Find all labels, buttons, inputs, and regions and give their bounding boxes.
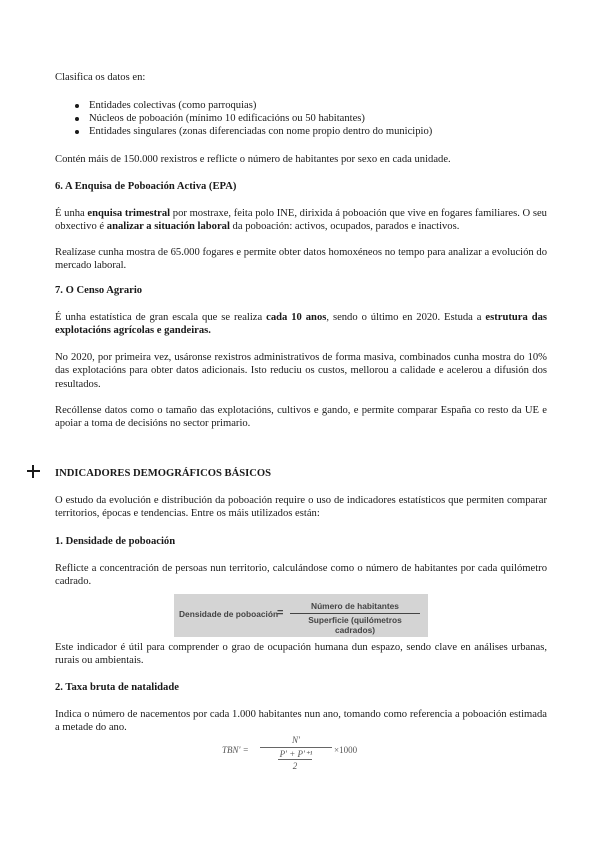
epa-paragraph-2: Realízase cunha mostra de 65.000 fogares e permite obter datos homoxéneos no tempo para analizar a evolución do mercado laboral. xyxy=(55,247,547,272)
fraction-bar xyxy=(278,759,312,760)
natalidade-paragraph-1: Indica o número de nacementos por cada 1.000 habitantes nun ano, tomando como referencia a poboación estimada a metade do ano. xyxy=(55,709,547,734)
list-item: Entidades colectivas (como parroquias) xyxy=(55,99,432,112)
classify-text: Clasifica os datos en: xyxy=(55,72,146,83)
tbn-population-sum: P' + P'⁺¹ xyxy=(279,749,313,759)
densidade-paragraph-2: Este indicador é útil para comprender o grao de ocupación humana dun espazo, sendo clave en análises urbanas, rurais ou ambientais. xyxy=(55,642,547,667)
tbn-numerator: N' xyxy=(292,735,300,745)
list-item: Núcleos de poboación (mínimo 10 edificacións ou 50 habitantes) xyxy=(55,112,432,125)
densidade-paragraph-1: Reflicte a concentración de persoas nun territorio, calculándose como o número de habitantes por cada quilómetro cadrado. xyxy=(55,563,547,588)
tbn-formula xyxy=(222,735,372,775)
natalidade-heading: 2. Taxa bruta de natalidade xyxy=(55,682,179,693)
tbn-multiplier: ×1000 xyxy=(334,745,358,755)
censo-paragraph-1: É unha estatística de gran escala que se realiza cada 10 anos, sendo o último en 2020. Estuda a estrutura das explotacións agrícolas e gandeiras. xyxy=(55,312,548,337)
formula-label: Densidade de poboación xyxy=(179,609,279,619)
fraction-bar xyxy=(290,613,420,614)
formula-numerator: Número de habitantes xyxy=(311,601,399,611)
records-text: Contén máis de 150.000 rexistros e reflicte o número de habitantes por sexo en cada unidade. xyxy=(55,154,451,165)
epa-heading: 6. A Enquisa de Poboación Activa (EPA) xyxy=(55,181,237,192)
densidade-heading: 1. Densidade de poboación xyxy=(55,536,176,547)
censo-heading: 7. O Censo Agrario xyxy=(55,285,143,296)
density-formula xyxy=(174,594,428,637)
censo-paragraph-3: Recóllense datos como o tamaño das explotacións, cultivos e gando, e permite comparar España co resto da UE e apoiar a toma de decisións no sector primario. xyxy=(55,405,547,430)
formula-denominator: Superficie (quilómetros cadrados) xyxy=(308,615,402,635)
tbn-lhs: TBN' = xyxy=(222,745,249,755)
tbn-denominator: 2 xyxy=(292,761,298,771)
epa-paragraph-1: É unha enquisa trimestral por mostraxe, feita polo INE, dirixida á poboación que vive en fogares familiares. O seu obxectivo é analizar a situación laboral da poboación: activos, ocupados, parados e inactivos. xyxy=(55,208,547,233)
bullet-list xyxy=(55,99,432,138)
formula-equals: = xyxy=(277,607,284,619)
indicadores-intro: O estudo da evolución e distribución da poboación require o uso de indicadores estatísticos que permiten comparar territorios, épocas e tendencias. Entre os máis utilizados están: xyxy=(55,495,547,520)
censo-paragraph-2: No 2020, por primeira vez, usáronse rexistros administrativos de forma masiva, combinados cunha mostra do 10% das explotacións para obter datos adicionais. Isto reduciu os custos, mellorou a calidade e acelerou a difusión dos resultados. xyxy=(55,352,547,390)
plus-icon[interactable] xyxy=(27,465,40,478)
fraction-bar xyxy=(260,747,332,748)
list-item: Entidades singulares (zonas diferenciadas con nome propio dentro do municipio) xyxy=(55,125,432,138)
indicadores-heading: INDICADORES DEMOGRÁFICOS BÁSICOS xyxy=(55,468,272,479)
